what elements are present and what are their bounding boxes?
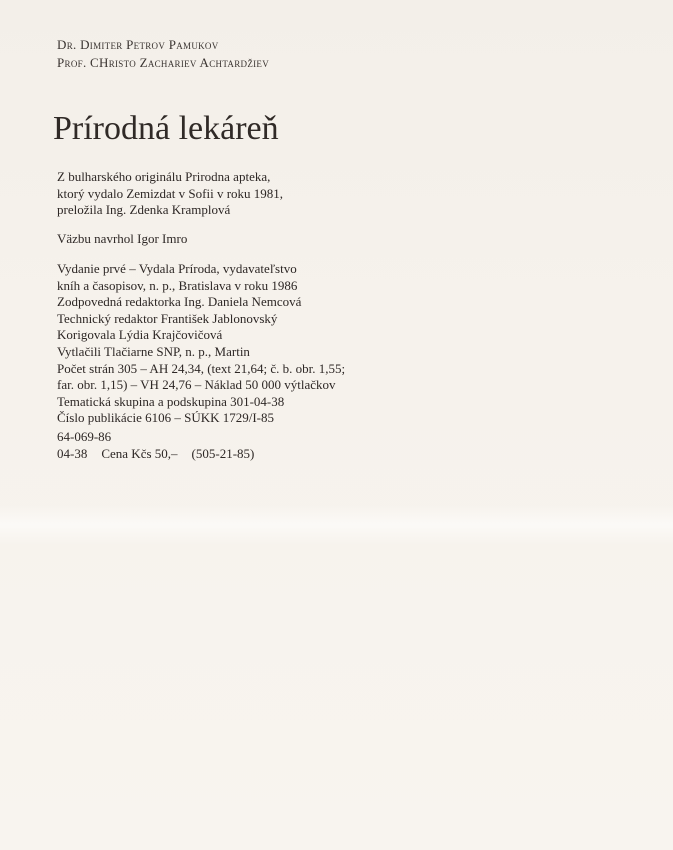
imprint-details <box>57 261 345 427</box>
translation-line: ktorý vydalo Zemizdat v Sofii v roku 1981, <box>57 185 284 201</box>
authors <box>57 36 269 72</box>
binding-line: Väzbu navrhol Igor Imro <box>57 231 188 246</box>
imprint-line: Technický redaktor František Jablonovský <box>57 310 278 326</box>
catalog-code: 64-069-86 <box>57 429 112 444</box>
imprint-line: Vydanie prvé – Vydala Príroda, vydavateľstvo <box>57 261 297 276</box>
book-title: Prírodná lekáreň <box>53 110 279 147</box>
imprint-line: Zodpovedná redaktorka Ing. Daniela Nemcová <box>57 294 302 310</box>
imprint-line: far. obr. 1,15) – VH 24,76 – Náklad 50 000 výtlačkov <box>57 377 336 393</box>
imprint-line: Tematická skupina a podskupina 301-04-38 <box>57 393 285 409</box>
author-1: Dr. Dimiter Petrov Pamukov <box>57 37 219 52</box>
translation-note <box>57 169 283 219</box>
translation-line: preložila Ing. Zdenka Kramplová <box>57 202 231 218</box>
author-2: Prof. CHristo Zachariev Achtardžiev <box>57 55 270 70</box>
imprint-line: Vytlačili Tlačiarne SNP, n. p., Martin <box>57 343 250 359</box>
imprint-line: Počet strán 305 – AH 24,34, (text 21,64; č. b. obr. 1,55; <box>57 360 346 376</box>
catalog-codes <box>57 429 254 462</box>
binding-note <box>57 231 187 248</box>
imprint-line: kníh a časopisov, n. p., Bratislava v roku 1986 <box>57 277 298 293</box>
imprint-line: Číslo publikácie 6106 – SÚKK 1729/I-85 <box>57 410 275 426</box>
price-code: (505-21-85) <box>191 445 255 461</box>
imprint-line: Korigovala Lýdia Krajčovičová <box>57 327 223 343</box>
page-fold-shadow <box>0 505 673 545</box>
catalog-code-2: 04-38 <box>57 445 88 461</box>
translation-line: Z bulharského originálu Prirodna apteka, <box>57 169 271 184</box>
price-line <box>57 446 254 463</box>
price: Cena Kčs 50,– <box>101 445 178 461</box>
